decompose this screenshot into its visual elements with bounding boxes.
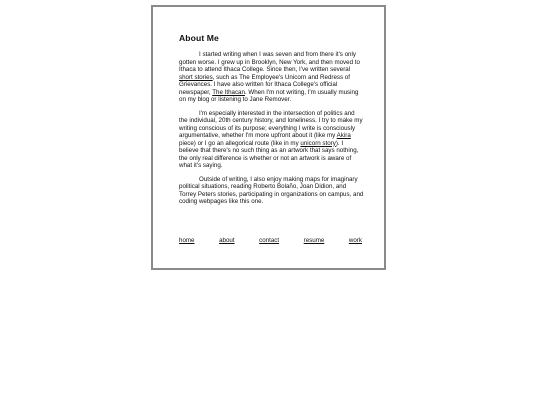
unicorn-story-link[interactable]: unicorn story	[300, 139, 336, 147]
footer-nav	[179, 237, 362, 244]
the-ithacan-link[interactable]: The Ithacan	[212, 88, 245, 96]
paragraph-interests	[179, 110, 364, 170]
paragraph-hobbies	[179, 176, 364, 206]
paragraph-text: , such as The Employee's Unicorn and Redress of Grievances. I have also written for Ithaca College's official newspaper,	[179, 73, 350, 96]
short-stories-link[interactable]: short stories	[179, 73, 213, 81]
paragraph-text: I'm especially interested in the intersection of politics and the individual, 20th century history, and loneliness. I try to make my writing conscious of its purpose; everything I write is consciously argumentative, whether I'm more upfront about it (like my	[179, 109, 363, 139]
paragraph-text: I started writing when I was seven and from there it's only gotten worse. I grew up in Brooklyn, New York, and then moved to Ithaca to attend Ithaca College. Since then, I've written several	[179, 51, 360, 73]
page-frame	[151, 5, 386, 270]
paragraph-text: ). I believe that there's no such thing as an artwork that says nothing, the only real difference is whether or not an artwork is aware of what it's saying.	[179, 139, 359, 169]
paragraph-text: Outside of writing, I also enjoy making maps for imaginary political situations, reading Roberto Bolaño, Joan Didion, and Torrey Peters stories, participating in organizations on campus, and coding webpages like this one.	[179, 175, 364, 205]
about-content	[179, 33, 364, 212]
page-title: About Me	[179, 33, 219, 43]
nav-work-link[interactable]: work	[348, 237, 362, 244]
nav-resume-link[interactable]: resume	[303, 237, 325, 244]
nav-home-link[interactable]: home	[179, 237, 195, 244]
nav-contact-link[interactable]: contact	[259, 237, 280, 244]
paragraph-text: . When I'm not writing, I'm usually musing on my blog or listening to Jane Remover.	[179, 88, 359, 103]
akira-link[interactable]: Akira	[336, 132, 351, 139]
nav-about-link[interactable]: about	[219, 237, 235, 244]
paragraph-text: piece) or I go an allegorical route (like in my	[179, 139, 301, 147]
paragraph-intro	[179, 51, 364, 104]
